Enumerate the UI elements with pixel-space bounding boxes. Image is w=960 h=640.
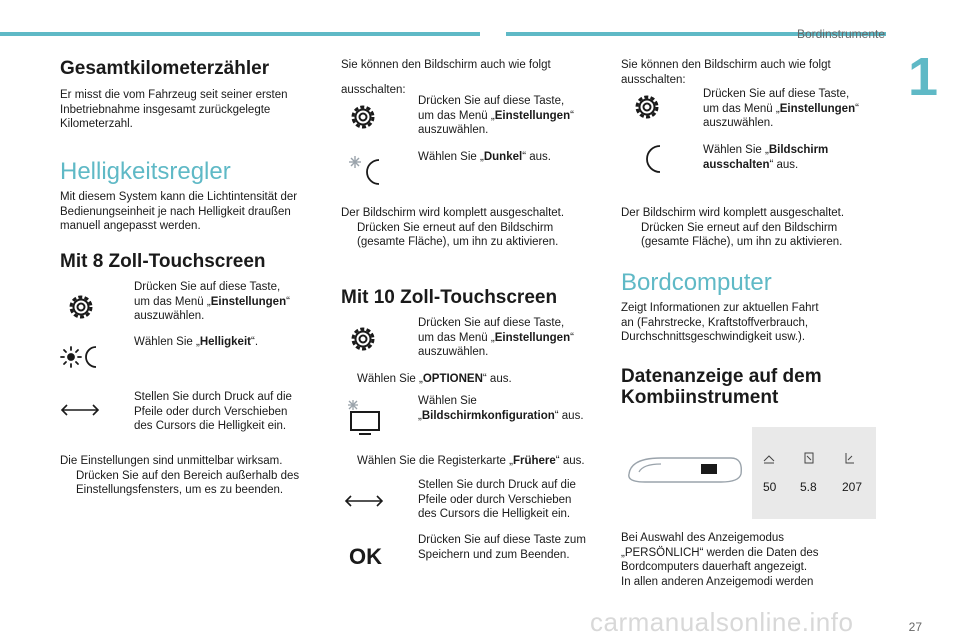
page-number: 27 (908, 620, 922, 634)
ok-button-icon: OK (349, 544, 382, 569)
odometer-text: Er misst die vom Fahrzeug seit seiner ersten Inbetriebnahme insgesamt zurückgelegte Kilometerzahl. (60, 89, 288, 130)
t10-step-save: Drücken Sie auf diese Taste zum Speichern und zum Beenden. (418, 534, 586, 561)
arrows-icon (342, 493, 386, 509)
col3-off-text: Der Bildschirm wird komplett ausgeschaltet. Drücken Sie erneut auf den Bildschirm (gesamte Fläche), um ihn zu aktivieren. (621, 207, 845, 248)
gear-icon (66, 292, 96, 322)
t10-step-screen-config: Wählen Sie „Bildschirmkonfiguration“ aus. (418, 395, 584, 422)
distance-icon (762, 451, 776, 465)
step-select-settings: Drücken Sie auf diese Taste, um das Menü „Einstellungen“ auszuwählen. (134, 281, 290, 322)
col3-step-settings: Drücken Sie auf diese Taste, um das Menü „Einstellungen“ auszuwählen. (703, 88, 859, 129)
cluster-value-consumption: 5.8 (800, 480, 817, 494)
arrows-icon (58, 402, 102, 418)
settings-footer: Die Einstellungen sind unmittelbar wirksam. Drücken Sie auf den Bereich außerhalb des Einstellungsfensters, um es zu beenden. (60, 455, 300, 496)
watermark: carmanualsonline.info (590, 607, 854, 637)
brightness-icon (58, 342, 102, 372)
fuel-consumption-icon (803, 451, 817, 465)
screen-config-icon (345, 398, 385, 438)
cluster-display (752, 427, 876, 519)
col2-step-dark: Wählen Sie „Dunkel“ aus. (418, 151, 551, 163)
col2-step-settings: Drücken Sie auf diese Taste, um das Menü „Einstellungen“ auszuwählen. (418, 95, 574, 136)
chapter-number: 1 (908, 47, 939, 107)
section-title: Bordinstrumente (796, 27, 885, 41)
gear-icon (348, 324, 378, 354)
cluster-title: Datenanzeige auf dem Kombiinstrument (621, 366, 822, 408)
cluster-text: Bei Auswahl des Anzeigemodus „PERSÖNLICH“ werden die Daten des Bordcomputers dauerhaft angezeigt. In allen anderen Anzeigemodi werden (621, 532, 819, 588)
col2-intro: Sie können den Bildschirm auch wie folgt ausschalten: (341, 59, 551, 96)
touch10-title: Mit 10 Zoll-Touchscreen (341, 287, 558, 308)
brightness-text: Mit diesem System kann die Lichtintensität der Bedienungseinheit je nach Helligkeit draußen manuell angepasst werden. (60, 191, 298, 232)
touch8-title: Mit 8 Zoll-Touchscreen (60, 251, 266, 272)
odometer-title: Gesamtkilometerzähler (60, 58, 270, 79)
header-accent-bar (0, 32, 480, 36)
cluster-value-distance: 50 (763, 480, 777, 494)
step-select-brightness: Wählen Sie „Helligkeit“. (134, 336, 259, 348)
cluster-value-range: 207 (842, 480, 863, 494)
brightness-title: Helligkeitsregler (60, 158, 231, 185)
t10-step-adjust: Stellen Sie durch Druck auf die Pfeile oder durch Verschieben des Cursors die Helligkeit ein. (418, 479, 576, 520)
computer-text: Zeigt Informationen zur aktuellen Fahrt an (Fahrstrecke, Kraftstoffverbrauch, Durchschnittsgeschwindigkeit usw.). (621, 302, 819, 343)
dark-mode-icon (345, 152, 385, 188)
t10-step-options: Wählen Sie „OPTIONEN“ aus. (357, 373, 512, 385)
col3-intro: Sie können den Bildschirm auch wie folgt ausschalten: (621, 59, 831, 86)
gear-icon (632, 92, 662, 122)
t10-step-tab: Wählen Sie die Registerkarte „Frühere“ aus. (357, 455, 585, 467)
cluster-illustration (621, 452, 747, 488)
col3-step-screen-off: Wählen Sie „Bildschirm ausschalten“ aus. (703, 144, 829, 171)
t10-step-settings: Drücken Sie auf diese Taste, um das Menü „Einstellungen“ auszuwählen. (418, 317, 574, 358)
gear-icon (348, 102, 378, 132)
range-icon (843, 451, 857, 465)
col2-off-text: Der Bildschirm wird komplett ausgeschaltet. Drücken Sie erneut auf den Bildschirm (gesamte Fläche), um ihn zu aktivieren. (341, 207, 565, 248)
computer-title: Bordcomputer (621, 269, 772, 296)
step-adjust-brightness: Stellen Sie durch Druck auf die Pfeile oder durch Verschieben des Cursors die Helligkeit ein. (134, 391, 292, 432)
moon-icon (630, 142, 666, 176)
